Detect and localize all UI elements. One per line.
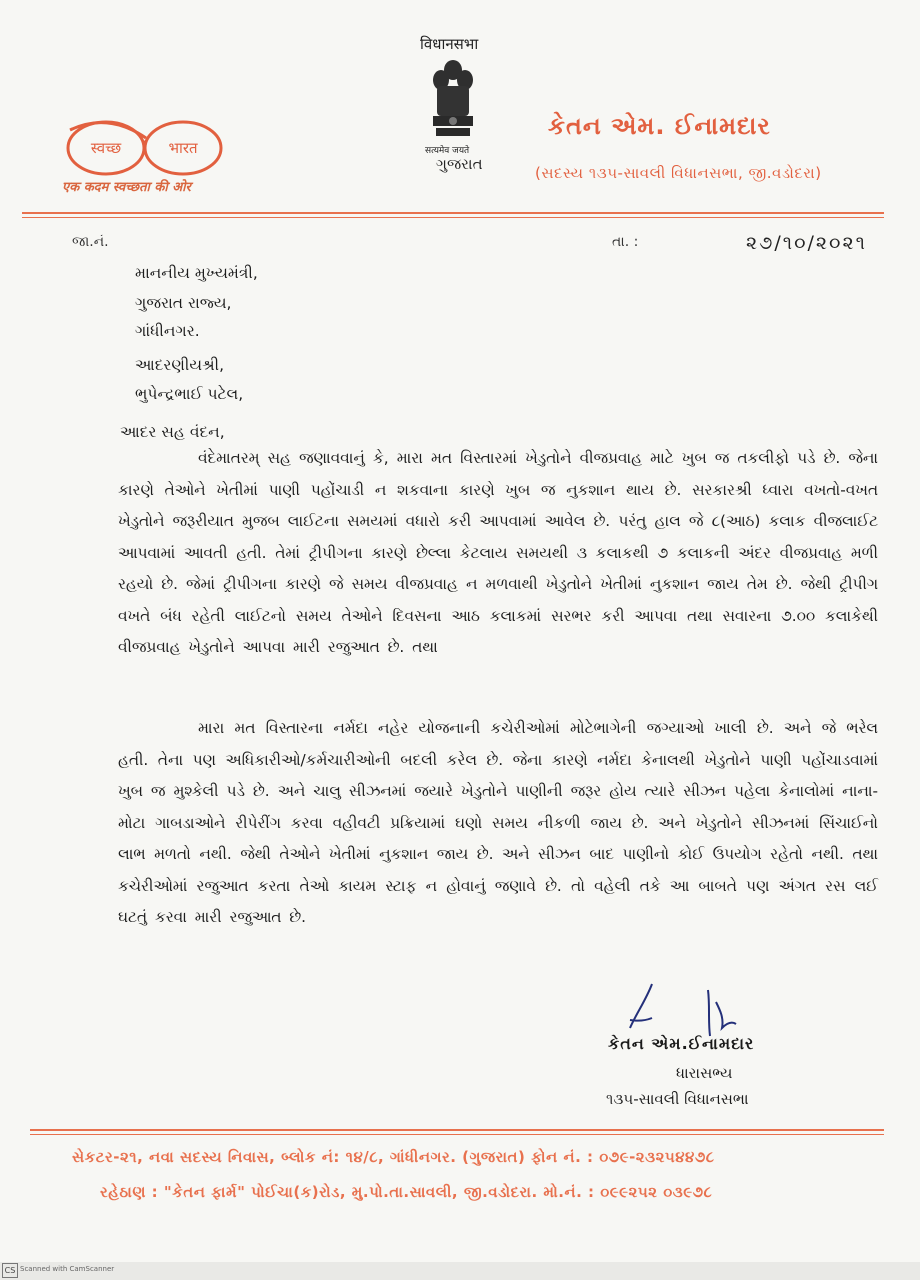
letter-date: ૨૭/૧૦/૨૦૨૧ [746, 232, 867, 254]
swachh-word2: भारत [168, 139, 198, 157]
signatory-constituency: ૧૩૫-સાવલી વિધાનસભા [606, 1090, 749, 1108]
addressee-line-5: ભુપેન્દ્રભાઈ પટેલ, [135, 385, 244, 403]
mla-name: કેતન એમ. ઈનામદાર [548, 112, 771, 140]
addressee-line-3: ગાંધીનગર. [135, 322, 200, 340]
state-name: ગુજરાત [436, 155, 483, 173]
signatory-name: કેતન એમ.ઈનામદાર [608, 1034, 755, 1053]
swachh-tagline: एक कदम स्वच्छता की ओर [62, 180, 191, 195]
date-label: તા. : [612, 234, 639, 250]
footer-office-address: સેકટર-૨૧, નવા સદસ્ય નિવાસ, બ્લોક નં: ૧૪/૮, ગાંધીનગર. (ગુજરાત) ફોન નં. : ૦૭૯-૨૩૨૫૪૪૭૮ [72, 1148, 715, 1166]
assembly-title: विधानसभा [420, 35, 479, 53]
camscanner-badge: CS [2, 1263, 18, 1278]
addressee-line-1: માનનીય મુખ્યમંત્રી, [135, 264, 258, 282]
body-paragraph-2: મારા મત વિસ્તારના નર્મદા નહેર યોજનાની કચેરીઓમાં મોટેભાગેની જગ્યાઓ ખાલી છે. અને જે ભરેલ હતી. તેના પણ અધિકારીઓ/કર્મચારીઓની બદલી કરેલ છે. જેના કારણે નર્મદા કેનાલથી ખેડુતોને પાણી પહોંચાડવામાં ખુબ જ મુશ્કેલી પડે છે. અને ચાલુ સીઝનમાં જયારે ખેડુતોને પાણીની જરૂર હોય ત્યારે સીઝન પહેલા કેનાલોમાં નાના-મોટા ગાબડાઓને રીપેરીંગ કરવા વહીવટી પ્રક્રિયામાં ઘણો સમય નીકળી જાય છે. અને ખેડુતોને સીઝનમાં સિંચાઈનો લાભ મળતો નથી. જેથી તેઓને ખેતીમાં નુકશાન જાય છે. અને સીઝન બાદ પાણીનો કોઈ ઉપયોગ રહેતો નથી. તથા કચેરીઓમાં રજુઆત કરતા તેઓ કાયમ સ્ટાફ ન હોવાનું જણાવે છે. તો વહેલી તકે આ બાબતે પણ અંગત રસ લઈ ઘટતું કરવા મારી રજુઆત છે. [118, 719, 878, 926]
swachh-word1: स्वच्छ [90, 139, 122, 157]
signatory-role: ધારાસભ્ય [676, 1064, 733, 1082]
scanner-bar [0, 1262, 920, 1280]
header-divider-thin [22, 217, 884, 218]
header-divider [22, 212, 884, 214]
reference-number-label: જા.નં. [72, 234, 109, 250]
addressee-line-4: આદરણીયશ્રી, [135, 356, 225, 374]
salutation: આદર સહ વંદન, [120, 423, 225, 441]
footer-divider [30, 1129, 884, 1131]
addressee-line-2: ગુજરાત રાજ્ય, [135, 294, 232, 312]
camscanner-text: Scanned with CamScanner [20, 1265, 115, 1273]
footer-divider-thin [30, 1134, 884, 1135]
body-paragraph-1: વંદેમાતરમ્ સહ જણાવવાનું કે, મારા મત વિસ્તારમાં ખેડુતોને વીજપ્રવાહ માટે ખુબ જ તકલીફો પડે છે. જેના કારણે તેઓને ખેતીમાં પાણી પહોંચાડી ન શકવાના કારણે ખુબ જ નુકશાન થાય છે. સરકારશ્રી ધ્વારા વખતો-વખત ખેડુતોને જરૂરીયાત મુજબ લાઈટના સમયમાં વધારો કરી આપવામાં આવેલ છે. પરંતુ હાલ જે ૮(આઠ) કલાક વીજલાઈટ આપવામાં આવતી હતી. તેમાં ટ્રીપીગના કારણે છેલ્લા કેટલાય સમયથી ૩ કલાકથી ૭ કલાકની અંદર વીજપ્રવાહ મળી રહયો છે. જેમાં ટ્રીપીગના કારણે જે સમય વીજપ્રવાહ ન મળવાથી ખેડુતોને ખેતીમાં નુકશાન જાય તેમ છે. જેથી ટ્રીપીગ વખતે બંધ રહેતી લાઈટનો સમય તેઓને દિવસના આઠ કલાકમાં સરભર કરી આપવા તથા સવારના ૭.૦૦ કલાકેથી વીજપ્રવાહ ખેડુતોને આપવા મારી રજુઆત છે. તથા [118, 449, 878, 656]
emblem-motto: सत्यमेव जयते [425, 146, 470, 156]
mla-designation: (સદસ્ય ૧૩૫-સાવલી વિધાનસભા, જી.વડોદરા) [535, 164, 822, 182]
footer-residence-address: રહેઠાણ : "કેતન ફાર્મ" પોઈચા(ક)રોડ, મુ.પો.તા.સાવલી, જી.વડોદરા. મો.નં. : ૦૯૯૨૫૨ ૦૩૯૭૮ [100, 1183, 713, 1201]
ashoka-emblem-icon [428, 56, 478, 140]
